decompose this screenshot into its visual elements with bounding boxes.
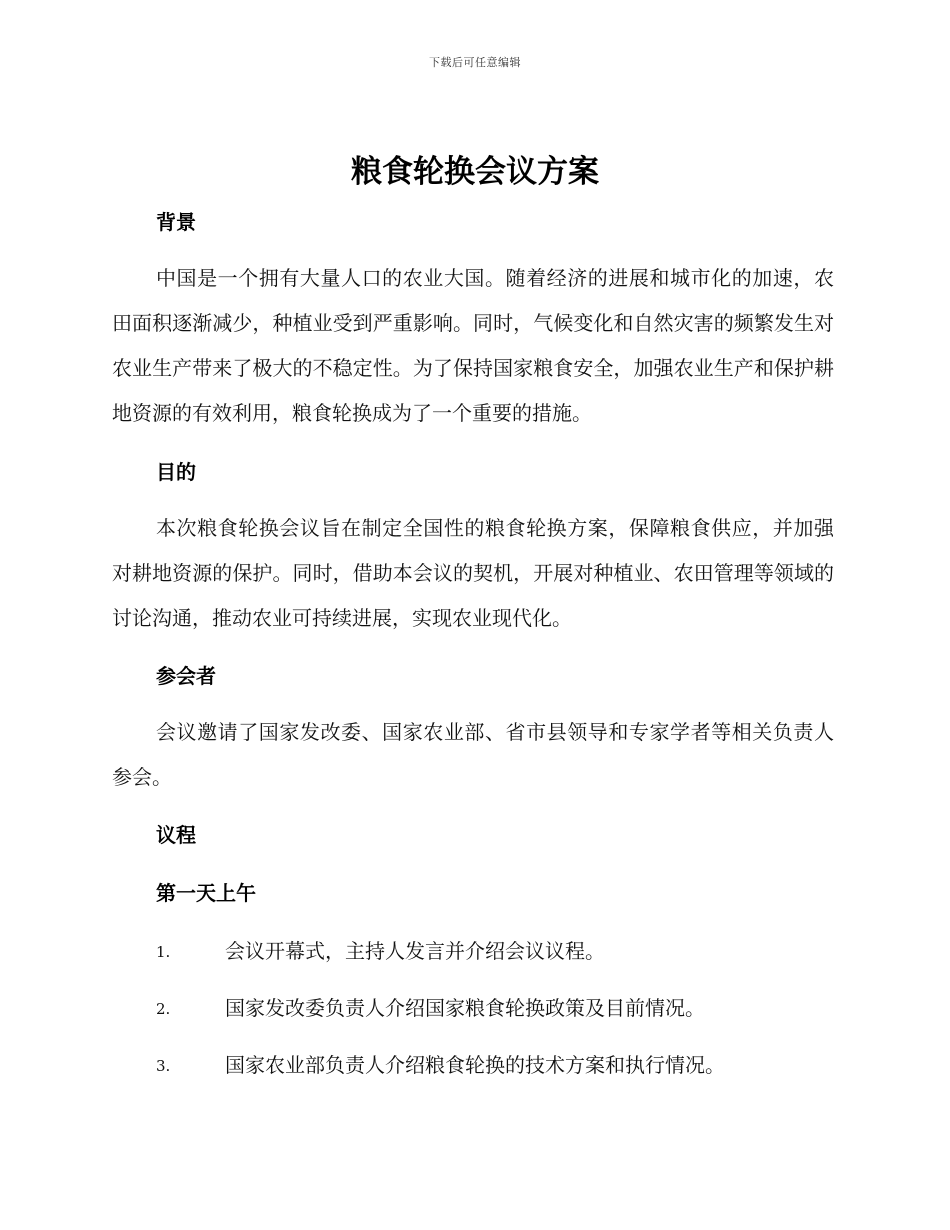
list-item-text: 国家发改委负责人介绍国家粮食轮换政策及目前情况。	[225, 996, 705, 1020]
paragraph-participants: 会议邀请了国家发改委、国家农业部、省市县领导和专家学者等相关负责人参会。	[112, 720, 834, 789]
paragraph-background: 中国是一个拥有大量人口的农业大国。随着经济的进展和城市化的加速，农田面积逐渐减少，种植业受到严重影响。同时，气候变化和自然灾害的频繁发生对农业生产带来了极大的不稳定性。为了保持国家粮食安全，加强农业生产和保护耕地资源的有效利用，粮食轮换成为了一个重要的措施。	[112, 266, 834, 425]
heading-agenda: 议程	[156, 823, 196, 847]
agenda-list-item	[156, 936, 836, 966]
list-item-number: 1.	[156, 943, 171, 961]
page-header-note: 下载后可任意编辑	[429, 56, 521, 69]
agenda-list-item	[156, 993, 836, 1023]
heading-background: 背景	[156, 210, 196, 234]
heading-participants: 参会者	[156, 664, 216, 688]
heading-day1-morning: 第一天上午	[156, 881, 256, 905]
list-item-text: 会议开幕式，主持人发言并介绍会议议程。	[225, 939, 605, 963]
list-item-number: 3.	[156, 1057, 171, 1075]
list-item-number: 2.	[156, 1000, 171, 1018]
heading-purpose: 目的	[156, 460, 196, 484]
document-title: 粮食轮换会议方案	[351, 154, 599, 190]
list-item-text: 国家农业部负责人介绍粮食轮换的技术方案和执行情况。	[225, 1053, 725, 1077]
agenda-list-item	[156, 1050, 836, 1080]
paragraph-purpose: 本次粮食轮换会议旨在制定全国性的粮食轮换方案，保障粮食供应，并加强对耕地资源的保护。同时，借助本会议的契机，开展对种植业、农田管理等领域的讨论沟通，推动农业可持续进展，实现农业现代化。	[112, 516, 834, 630]
